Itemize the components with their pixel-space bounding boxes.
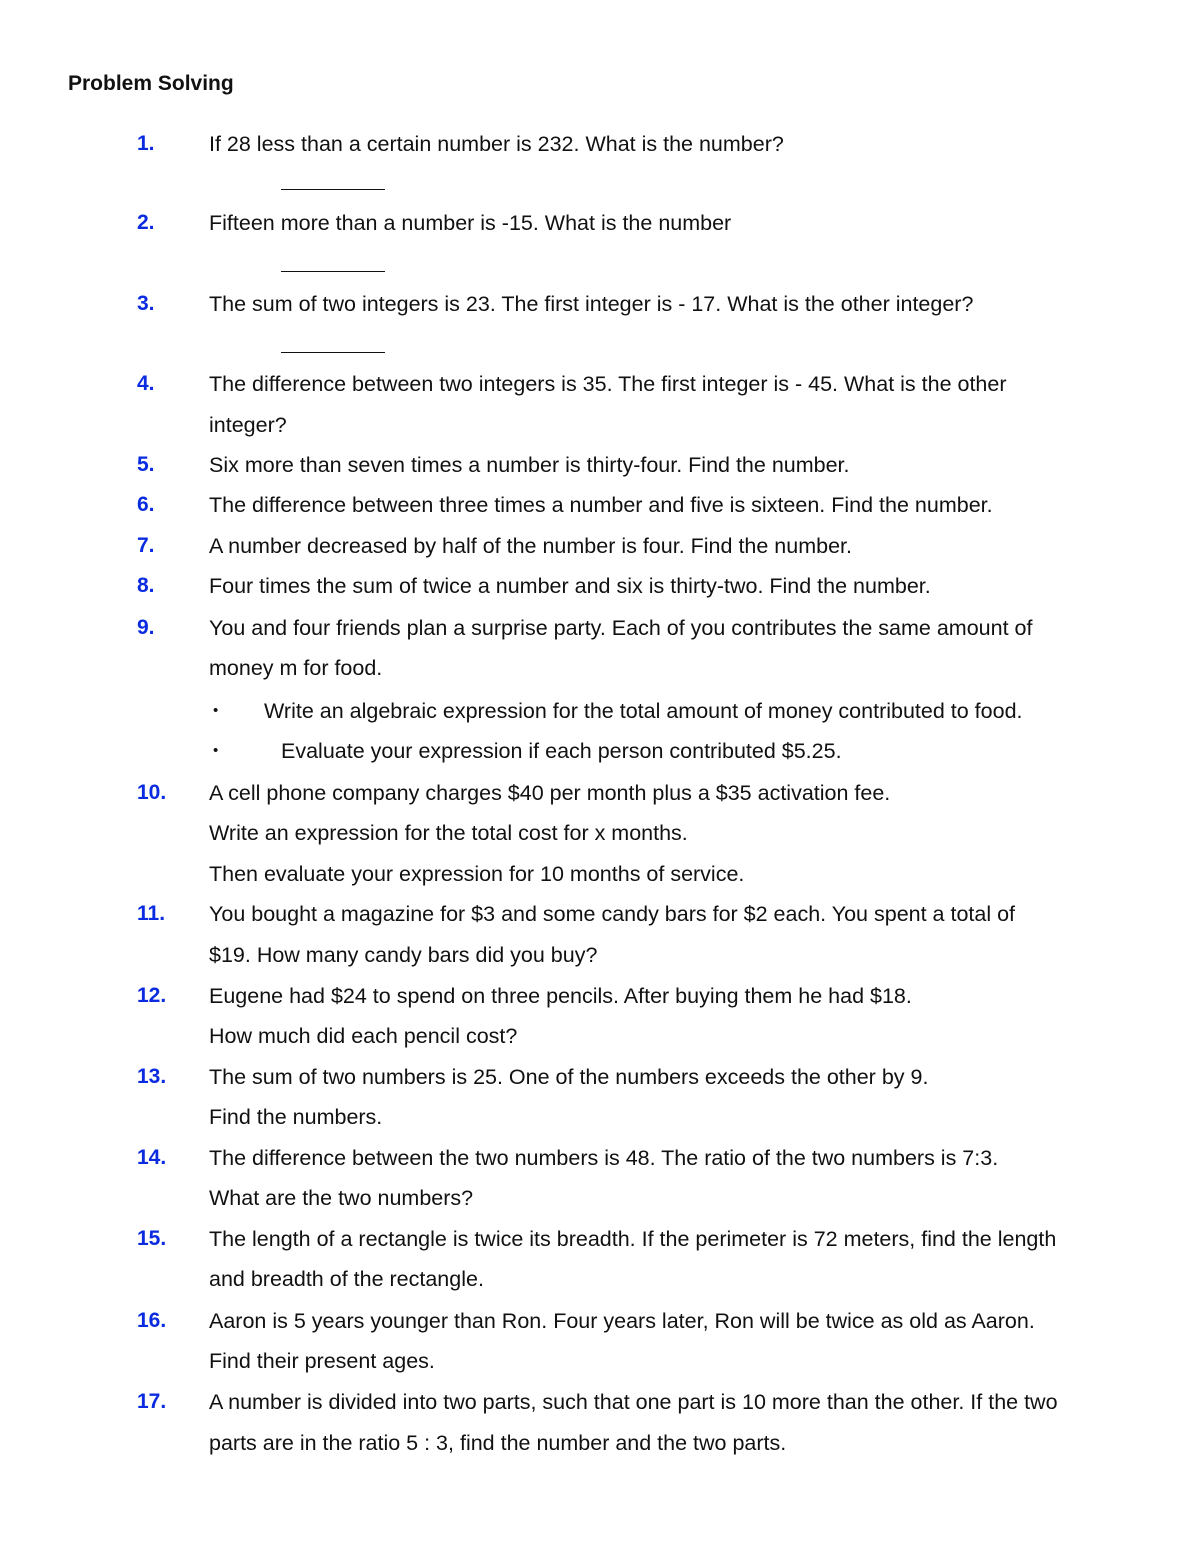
problem-number: 14. (137, 1146, 167, 1169)
bullet-icon: • (213, 742, 219, 759)
problem-number: 7. (137, 534, 155, 557)
problem-text: The sum of two numbers is 25. One of the numbers exceeds the other by 9. (209, 1065, 929, 1089)
problem-text: Then evaluate your expression for 10 months of service. (209, 862, 745, 886)
problem-number: 15. (137, 1227, 167, 1250)
problem-text: Six more than seven times a number is thirty-four. Find the number. (209, 453, 850, 477)
problem-text: $19. How many candy bars did you buy? (209, 943, 598, 967)
answer-blank[interactable] (281, 189, 385, 190)
problem-text: The length of a rectangle is twice its breadth. If the perimeter is 72 meters, find the length (209, 1227, 1057, 1251)
problem-text: You bought a magazine for $3 and some candy bars for $2 each. You spent a total of (209, 902, 1016, 926)
problem-number: 5. (137, 453, 155, 476)
bullet-icon: • (213, 702, 219, 719)
problem-number: 4. (137, 372, 155, 395)
problem-number: 11. (137, 902, 166, 925)
problem-text: Write an expression for the total cost for x months. (209, 821, 688, 845)
problem-number: 2. (137, 211, 155, 234)
problem-number: 13. (137, 1065, 167, 1088)
problem-text: If 28 less than a certain number is 232. What is the number? (209, 132, 784, 156)
problem-text: A number decreased by half of the number is four. Find the number. (209, 534, 852, 558)
problem-text: The difference between the two numbers is 48. The ratio of the two numbers is 7:3. (209, 1146, 999, 1170)
page-title: Problem Solving (68, 72, 234, 95)
problem-text: parts are in the ratio 5 : 3, find the number and the two parts. (209, 1431, 787, 1455)
problem-text: Fifteen more than a number is -15. What is the number (209, 211, 732, 235)
problem-text: The sum of two integers is 23. The first integer is - 17. What is the other integer? (209, 292, 974, 316)
problem-number: 9. (137, 616, 155, 639)
problem-text: Four times the sum of twice a number and six is thirty-two. Find the number. (209, 574, 931, 598)
problem-text: A cell phone company charges $40 per month plus a $35 activation fee. (209, 781, 891, 805)
problem-text: A number is divided into two parts, such that one part is 10 more than the other. If the two (209, 1390, 1058, 1414)
problem-number: 17. (137, 1390, 167, 1413)
problem-text: You and four friends plan a surprise party. Each of you contributes the same amount of (209, 616, 1033, 640)
problem-text: The difference between two integers is 35. The first integer is - 45. What is the other (209, 372, 1007, 396)
problem-number: 3. (137, 292, 155, 315)
bullet-text: Evaluate your expression if each person contributed $5.25. (281, 739, 842, 763)
problem-text: The difference between three times a number and five is sixteen. Find the number. (209, 493, 993, 517)
answer-blank[interactable] (281, 271, 385, 272)
answer-blank[interactable] (281, 352, 385, 353)
problem-text: integer? (209, 413, 287, 437)
problem-text: Find the numbers. (209, 1105, 383, 1129)
problem-number: 6. (137, 493, 155, 516)
problem-text: How much did each pencil cost? (209, 1024, 518, 1048)
bullet-text: Write an algebraic expression for the total amount of money contributed to food. (264, 699, 1023, 723)
problem-text: Find their present ages. (209, 1349, 435, 1373)
problem-text: and breadth of the rectangle. (209, 1267, 484, 1291)
problem-number: 1. (137, 132, 155, 155)
problem-text: Eugene had $24 to spend on three pencils. After buying them he had $18. (209, 984, 912, 1008)
problem-text: What are the two numbers? (209, 1186, 474, 1210)
problem-number: 8. (137, 574, 155, 597)
problem-number: 10. (137, 781, 167, 804)
problem-number: 16. (137, 1309, 167, 1332)
problem-text: Aaron is 5 years younger than Ron. Four years later, Ron will be twice as old as Aaron. (209, 1309, 1035, 1333)
problem-number: 12. (137, 984, 167, 1007)
problem-text: money m for food. (209, 656, 383, 680)
